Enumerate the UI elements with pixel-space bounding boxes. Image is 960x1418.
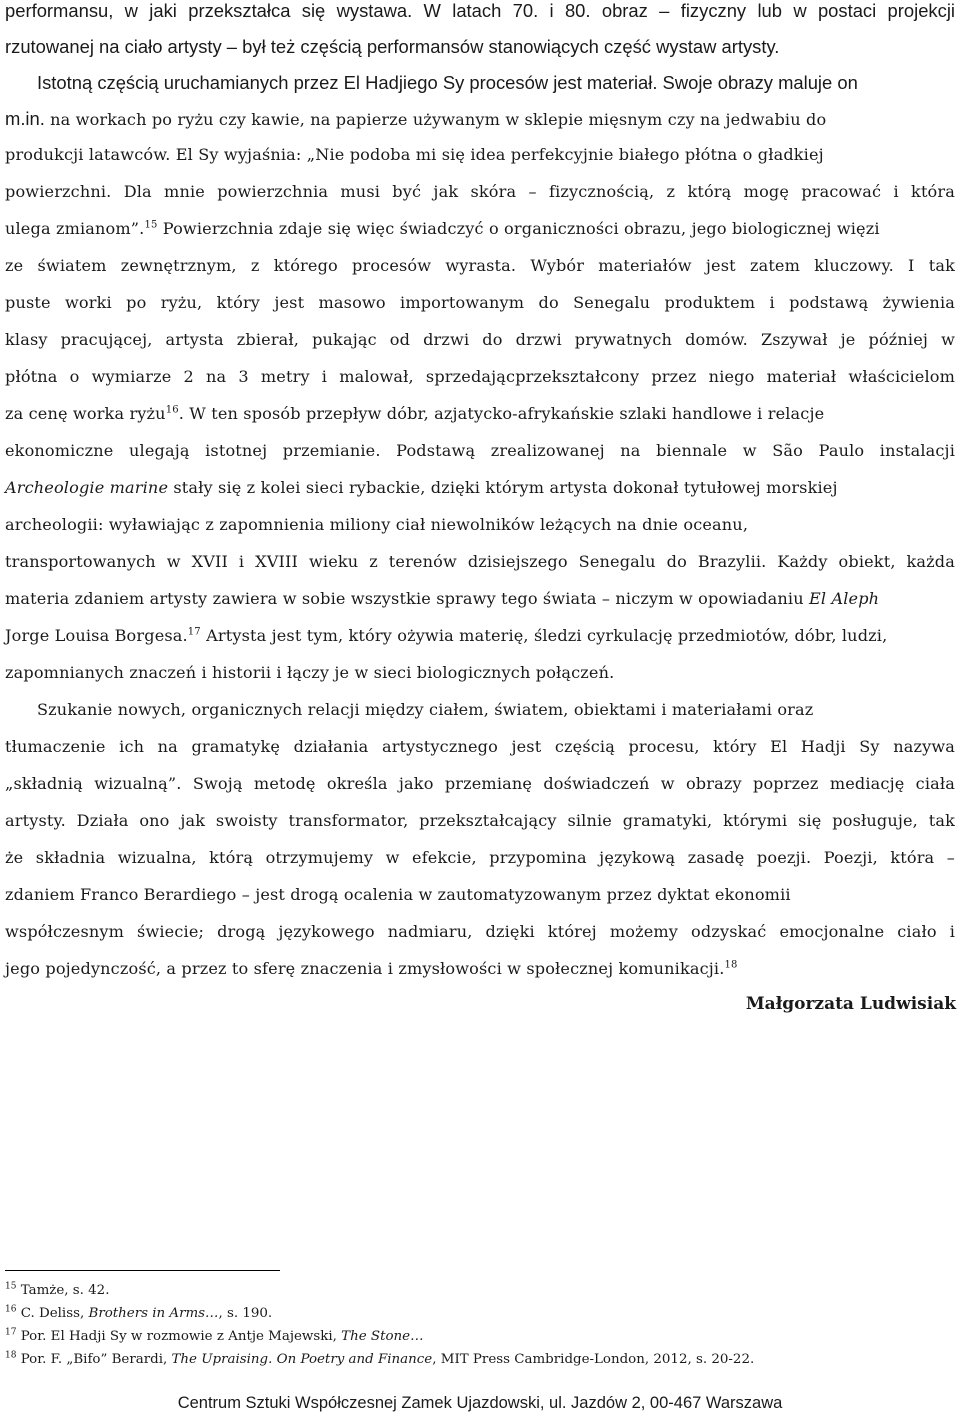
artwork-title: Archeologie marine (5, 478, 169, 497)
text-segment: Jorge Louisa Borgesa. (5, 626, 188, 645)
text-segment: stały się z kolei sieci rybackie, dzięki którym artysta dokonał tytułowej morskiej (168, 478, 838, 497)
footnote-text: Por. F. „Bifo” Berardi, (16, 1352, 172, 1367)
footnote-number: 16 (5, 1304, 17, 1315)
text-line: tłumaczenie ich na gramatykę działania artystycznego jest częścią procesu, który El Hadji Sy nazywa (5, 737, 955, 756)
footnote-ref[interactable]: 16 (165, 404, 179, 416)
text-line (5, 404, 824, 423)
text-line: klasy pracującej, artysta zbierał, pukając od drzwi do drzwi prywatnych domów. Zszywał je później w (5, 330, 955, 349)
footnote-17 (5, 1329, 423, 1344)
footnote-title: The Upraising. On Poetry and Finance (171, 1352, 433, 1367)
footnote-ref[interactable]: 17 (187, 626, 201, 638)
text-line: ekonomiczne ulegają istotnej przemianie. Podstawą zrealizowanej na biennale w São Paulo instalacji (5, 441, 955, 460)
text-line: powierzchni. Dla mnie powierzchnia musi być jak skóra – fizycznością, z którą mogę pracować i która (5, 182, 955, 201)
author-signature: Małgorzata Ludwisiak (745, 994, 956, 1014)
text-segment: za cenę worka ryżu (5, 404, 166, 423)
footnote-15 (5, 1283, 109, 1298)
text-line: rzutowanej na ciało artysty – był też częścią performansów stanowiących część wystaw artysty. (5, 36, 780, 57)
text-segment: ulega zmianom”. (5, 219, 145, 238)
text-segment: Artysta jest tym, który ożywia materię, śledzi cyrkulację przedmiotów, dóbr, ludzi, (200, 626, 888, 645)
text-line: że składnia wizualna, którą otrzymujemy w efekcie, przypomina językową zasadę poezji. Poezji, która – (5, 848, 955, 867)
footnote-text: , MIT Press Cambridge-London, 2012, s. 20-22. (432, 1352, 755, 1367)
footnote-title: The Stone… (341, 1329, 424, 1344)
text-line (5, 626, 887, 645)
text-line: produkcji latawców. El Sy wyjaśnia: „Nie podoba mi się idea perfekcyjnie białego płótna o gładkiej (5, 145, 824, 164)
text-line: artysty. Działa ono jak swoisty transformator, przekształcający silnie gramatyki, którymi się posługuje, tak (5, 811, 955, 830)
text-line (5, 959, 738, 978)
text-segment: Powierzchnia zdaje się więc świadczyć o organiczności obrazu, jego biologicznej więzi (157, 219, 880, 238)
text-line: puste worki po ryżu, który jest masowo importowanym do Senegalu produktem i podstawą żywienia (5, 293, 955, 312)
text-line: zapomnianych znaczeń i historii i łączy je w sieci biologicznych połączeń. (5, 663, 615, 682)
text-line (5, 219, 880, 238)
footnote-number: 15 (5, 1281, 17, 1292)
text-segment: jego pojedynczość, a przez to sferę znaczenia i zmysłowości w społecznej komunikacji. (5, 959, 725, 978)
footnote-title: Brothers in Arms… (88, 1306, 219, 1321)
text-line (5, 589, 879, 608)
footnote-text: Tamże, s. 42. (16, 1283, 110, 1298)
text-segment: m.in. (5, 108, 45, 129)
book-title: El Aleph (809, 589, 880, 608)
paragraph-start: Istotną częścią uruchamianych przez El Hadjiego Sy procesów jest materiał. Swoje obrazy maluje on (37, 72, 858, 93)
text-line: płótna o wymiarze 2 na 3 metry i malował, sprzedającprzekształcony przez niego materiał właścicielom (5, 367, 955, 386)
footnote-text: C. Deliss, (16, 1306, 89, 1321)
paragraph-start: Szukanie nowych, organicznych relacji między ciałem, światem, obiektami i materiałami oraz (37, 700, 814, 719)
page-footer: Centrum Sztuki Współczesnej Zamek Ujazdowski, ul. Jazdów 2, 00-467 Warszawa (177, 1394, 783, 1412)
text-line: transportowanych w XVII i XVIII wieku z terenów dzisiejszego Senegalu do Brazylii. Każdy obiekt, każda (5, 552, 955, 571)
text-line: zdaniem Franco Berardiego – jest drogą ocalenia w zautomatyzowanym przez dyktat ekonomii (5, 885, 791, 904)
text-line: „składnią wizualną”. Swoją metodę określa jako przemianę doświadczeń w obrazy poprzez mediację ciała (5, 774, 955, 793)
text-line: performansu, w jaki przekształca się wystawa. W latach 70. i 80. obraz – fizyczny lub w postaci projekcji (5, 0, 955, 21)
footnote-ref[interactable]: 18 (724, 959, 738, 971)
text-line (5, 108, 826, 131)
footnote-16 (5, 1306, 272, 1321)
footnote-text: Por. El Hadji Sy w rozmowie z Antje Majewski, (16, 1329, 342, 1344)
text-segment: . W ten sposób przepływ dóbr, azjatycko-afrykańskie szlaki handlowe i relacje (178, 404, 825, 423)
footnote-number: 17 (5, 1327, 17, 1338)
text-line: archeologii: wyławiając z zapomnienia miliony ciał niewolników leżących na dnie oceanu, (5, 515, 749, 534)
text-segment: materia zdaniem artysty zawiera w sobie wszystkie sprawy tego świata – niczym w opowiadaniu (5, 589, 809, 608)
footnote-number: 18 (5, 1350, 17, 1361)
footnote-text: , s. 190. (218, 1306, 273, 1321)
text-segment: na workach po ryżu czy kawie, na papierze używanym w sklepie mięsnym czy na jedwabiu do (44, 110, 827, 129)
footnote-18 (5, 1352, 754, 1367)
text-line: współczesnym świecie; drogą językowego nadmiaru, dzięki której możemy odzyskać emocjonalne ciało i (5, 922, 955, 941)
footnote-divider (5, 1270, 280, 1271)
text-line: ze światem zewnętrznym, z którego procesów wyrasta. Wybór materiałów jest zatem kluczowy. I tak (5, 256, 955, 275)
footnote-ref[interactable]: 15 (144, 219, 158, 231)
text-line (5, 478, 838, 497)
